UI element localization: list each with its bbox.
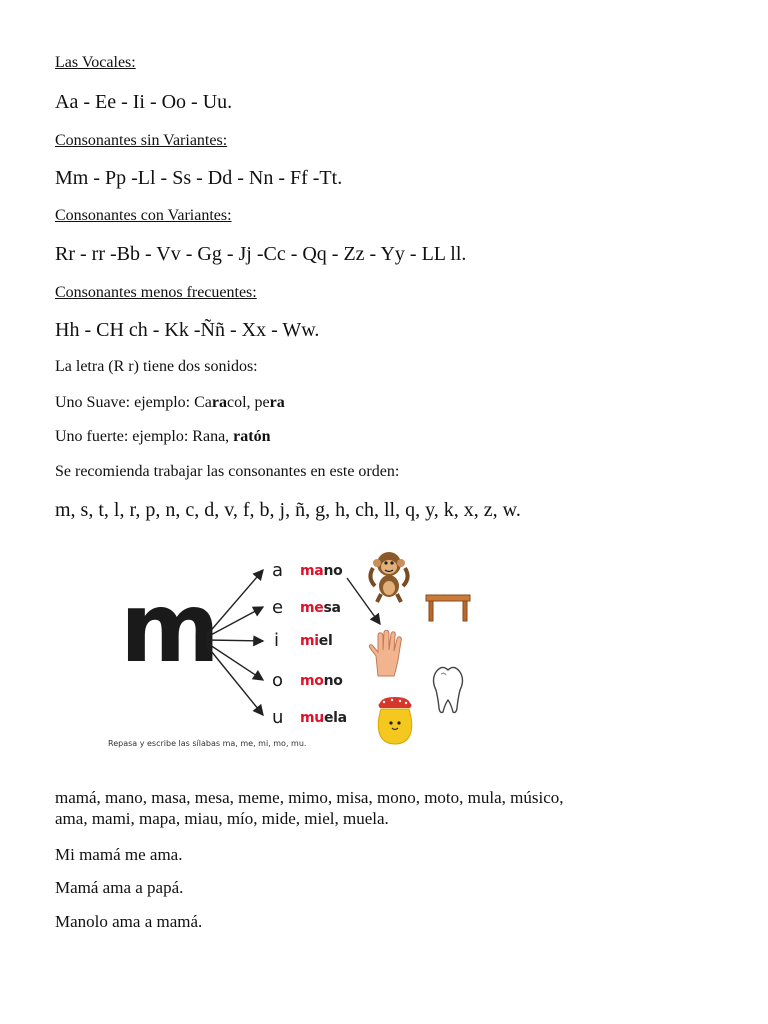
word-miel xyxy=(300,633,333,649)
hand-icon xyxy=(366,630,408,678)
word-rest: ela xyxy=(323,710,347,726)
word-rest: no xyxy=(323,673,343,689)
con-variantes-title: Consonantes con Variantes: xyxy=(55,207,232,224)
vocales-list: Aa - Ee - Ii - Oo - Uu. xyxy=(55,91,233,113)
vowel-u: u xyxy=(272,707,284,728)
fuerte-bold: ra xyxy=(233,428,249,445)
vowel-a: a xyxy=(272,560,284,581)
vowel-o: o xyxy=(272,670,284,691)
suave-bold-1: ra xyxy=(211,394,227,411)
syllable: mi xyxy=(300,633,319,649)
word-rest: sa xyxy=(323,600,341,616)
tooth-icon xyxy=(430,664,466,716)
fuerte-suffix: tón xyxy=(248,428,271,445)
word-mono xyxy=(300,673,343,689)
practice-sentence-3: Manolo ama a mamá. xyxy=(55,912,203,931)
practice-sentence-1: Mi mamá me ama. xyxy=(55,845,183,864)
arrow-o xyxy=(207,643,263,680)
letra-r-suave xyxy=(55,394,285,412)
monkey-icon xyxy=(365,548,413,604)
big-letter-m: m xyxy=(120,572,221,684)
syllable: ma xyxy=(300,563,324,579)
letra-r-fuerte xyxy=(55,428,271,446)
sin-variantes-title: Consonantes sin Variantes: xyxy=(55,132,228,149)
honey-jar-icon xyxy=(374,695,416,745)
practice-words-line1: mamá, mano, masa, mesa, meme, mimo, misa, mono, moto, mula, músico, xyxy=(55,788,564,807)
suave-mid: col, pe xyxy=(226,394,270,411)
diagram-caption: Repasa y escribe las sílabas ma, me, mi, mo, mu. xyxy=(108,739,307,748)
suave-prefix: Uno Suave: ejemplo: Ca xyxy=(55,394,212,411)
word-rest: no xyxy=(323,563,343,579)
arrow-e xyxy=(207,607,263,637)
practice-words-line2: ama, mami, mapa, miau, mío, mide, miel, muela. xyxy=(55,809,389,828)
vowel-i: i xyxy=(274,630,280,651)
orden-intro: Se recomienda trabajar las consonantes en este orden: xyxy=(55,463,400,480)
syllable: mu xyxy=(300,710,324,726)
fuerte-prefix: Uno fuerte: ejemplo: Rana, xyxy=(55,428,234,445)
menos-frecuentes-list: Hh - CH ch - Kk -Ññ - Xx - Ww. xyxy=(55,319,320,341)
menos-frecuentes-title: Consonantes menos frecuentes: xyxy=(55,284,257,301)
orden-list: m, s, t, l, r, p, n, c, d, v, f, b, j, ñ, g, h, ch, ll, q, y, k, x, z, w. xyxy=(55,499,521,521)
practice-sentence-2: Mamá ama a papá. xyxy=(55,878,184,897)
word-mano xyxy=(300,563,342,579)
word-mesa xyxy=(300,600,341,616)
letra-r-intro: La letra (R r) tiene dos sonidos: xyxy=(55,358,258,375)
arrow-i xyxy=(207,640,263,641)
syllable: me xyxy=(300,600,324,616)
word-rest: el xyxy=(318,633,333,649)
vocales-title: Las Vocales: xyxy=(55,54,136,71)
sin-variantes-list: Mm - Pp -Ll - Ss - Dd - Nn - Ff -Tt. xyxy=(55,167,343,189)
arrow-u xyxy=(207,646,263,715)
syllable: mo xyxy=(300,673,324,689)
syllable-diagram xyxy=(100,540,520,760)
con-variantes-list: Rr - rr -Bb - Vv - Gg - Jj -Cc - Qq - Zz - Yy - LL ll. xyxy=(55,243,467,265)
word-muela xyxy=(300,710,347,726)
suave-bold-2: ra xyxy=(269,394,285,411)
arrow-a xyxy=(207,570,263,635)
vowel-e: e xyxy=(272,597,284,618)
table-icon xyxy=(425,592,471,622)
